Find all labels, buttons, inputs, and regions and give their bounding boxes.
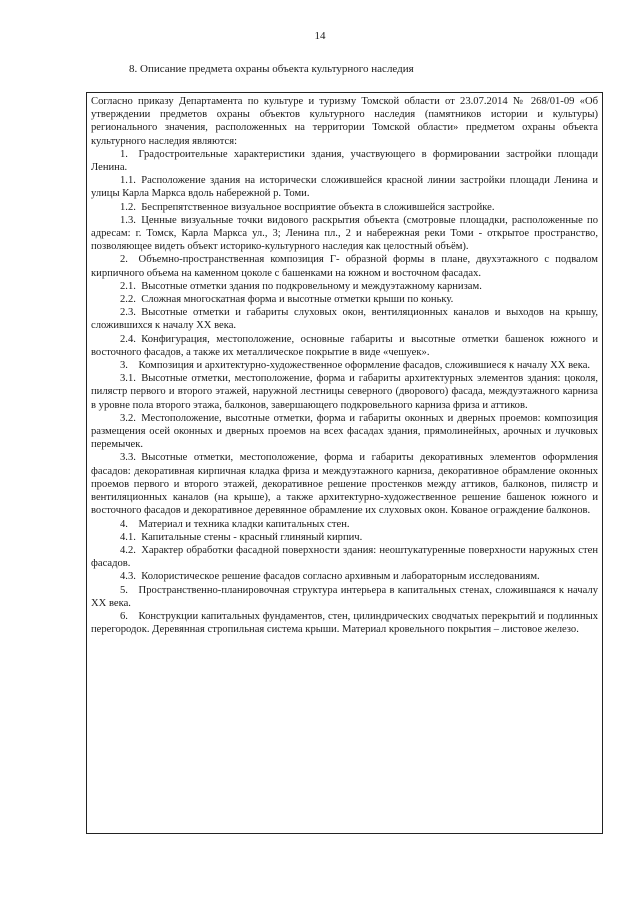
section-title: 8. Описание предмета охраны объекта культурного наследия (129, 63, 414, 75)
protection-subject-frame (86, 92, 603, 834)
page-number: 14 (314, 30, 326, 42)
item-2-3: 2.3. Высотные отметки и габариты слуховых окон, вентиляционных каналов и выходов на крышу, сложившихся к началу XX века. (91, 307, 598, 332)
item-1: 1. Градостроительные характеристики здания, участвующего в формировании застройки площади Ленина. (91, 148, 598, 174)
item-2-2: 2.2. Сложная многоскатная форма и высотные отметки крыши по коньку. (120, 294, 454, 306)
item-4-1: 4.1. Капитальные стены - красный глиняный кирпич. (120, 531, 363, 543)
item-3-3: 3.3. Высотные отметки, местоположение, форма и габариты декоративных элементов оформления фасадов: декоративная кирпичная кладка фриза и междуэтажного карниза, декоративное обрамление оконных проемов первого и второго этажей, декоративное решение простенков между аттиков, балконов, пилястр и вентиляционных каналов (на крыше), а также архитектурно-художественное решение башенок южного и восточного фасадов и декоративное деревянное обрамление их слуховых окон. Кованое ограждение балконов. (91, 452, 598, 517)
item-4: 4. Материал и техника кладки капитальных стен. (120, 518, 350, 530)
item-3: 3. Композиция и архитектурно-художественное оформление фасадов, сложившиеся к началу XX века. (120, 360, 591, 372)
item-4-3: 4.3. Колористическое решение фасадов согласно архивным и лабораторным исследованиям. (120, 571, 540, 583)
item-2: 2. Объемно-пространственная композиция Г- образной формы в плане, двухэтажного с подвалом кирпичного объема на каменном цоколе с башенками на южном и восточном фасадах. (91, 254, 598, 279)
intro-paragraph: Согласно приказу Департамента по культуре и туризму Томской области от 23.07.2014 № 268/01-09 «Об утверждении предметов охраны объектов культурного наследия (памятников истории и культуры) регионального значения, расположенных на территории Томской области» предметом охраны объекта культурного наследия являются: (91, 96, 598, 147)
item-4-2: 4.2. Характер обработки фасадной поверхности здания: неоштукатуренные поверхности наружных стен фасадов. (91, 544, 598, 570)
item-5: 5. Пространственно-планировочная структура интерьера в капитальных стенах, сложившаяся к началу XX века. (91, 584, 598, 609)
item-1-1: 1.1. Расположение здания на исторически сложившейся красной линии застройки площади Ленина и улицы Карла Маркса вдоль набережной р. Томи. (91, 175, 598, 200)
item-3-1: 3.1. Высотные отметки, местоположение, форма и габариты архитектурных элементов здания: цоколя, пилястр первого и второго этажей, наружной лестницы северного (дворового) фасада, междуэтажного карниза в уровне пола второго этажа, балконов, завершающего подкровельного карниза фриза и аттиков. (91, 373, 598, 411)
item-1-2: 1.2. Беспрепятственное визуальное восприятие объекта в сложившейся застройке. (120, 201, 495, 213)
item-1-3: 1.3. Ценные визуальные точки видового раскрытия объекта (смотровые площадки, расположенные по адресам: г. Томск, Карла Маркса ул., 3; Ленина пл., 2 и набережная реки Томи - открытое пространство, позволяющее видеть объект историко-культурного наследия как целостный объём). (91, 214, 598, 253)
item-2-1: 2.1. Высотные отметки здания по подкровельному и междуэтажному карнизам. (120, 280, 482, 292)
item-6: 6. Конструкции капитальных фундаментов, стен, цилиндрических сводчатых перекрытий и подлинных перегородок. Деревянная стропильная система крыши. Материал кровельного покрытия – листовое железо. (91, 610, 598, 636)
item-2-4: 2.4. Конфигурация, местоположение, основные габариты и высотные отметки башенок южного и восточного фасадов, а также их металлическое покрытие в виде «чешуек». (91, 333, 598, 358)
item-3-2: 3.2. Местоположение, высотные отметки, форма и габариты оконных и дверных проемов: композиция размещения осей оконных и дверных проемов на всех фасадах здания, прямолинейных, арочных и лучковых перемычек. (91, 412, 598, 451)
